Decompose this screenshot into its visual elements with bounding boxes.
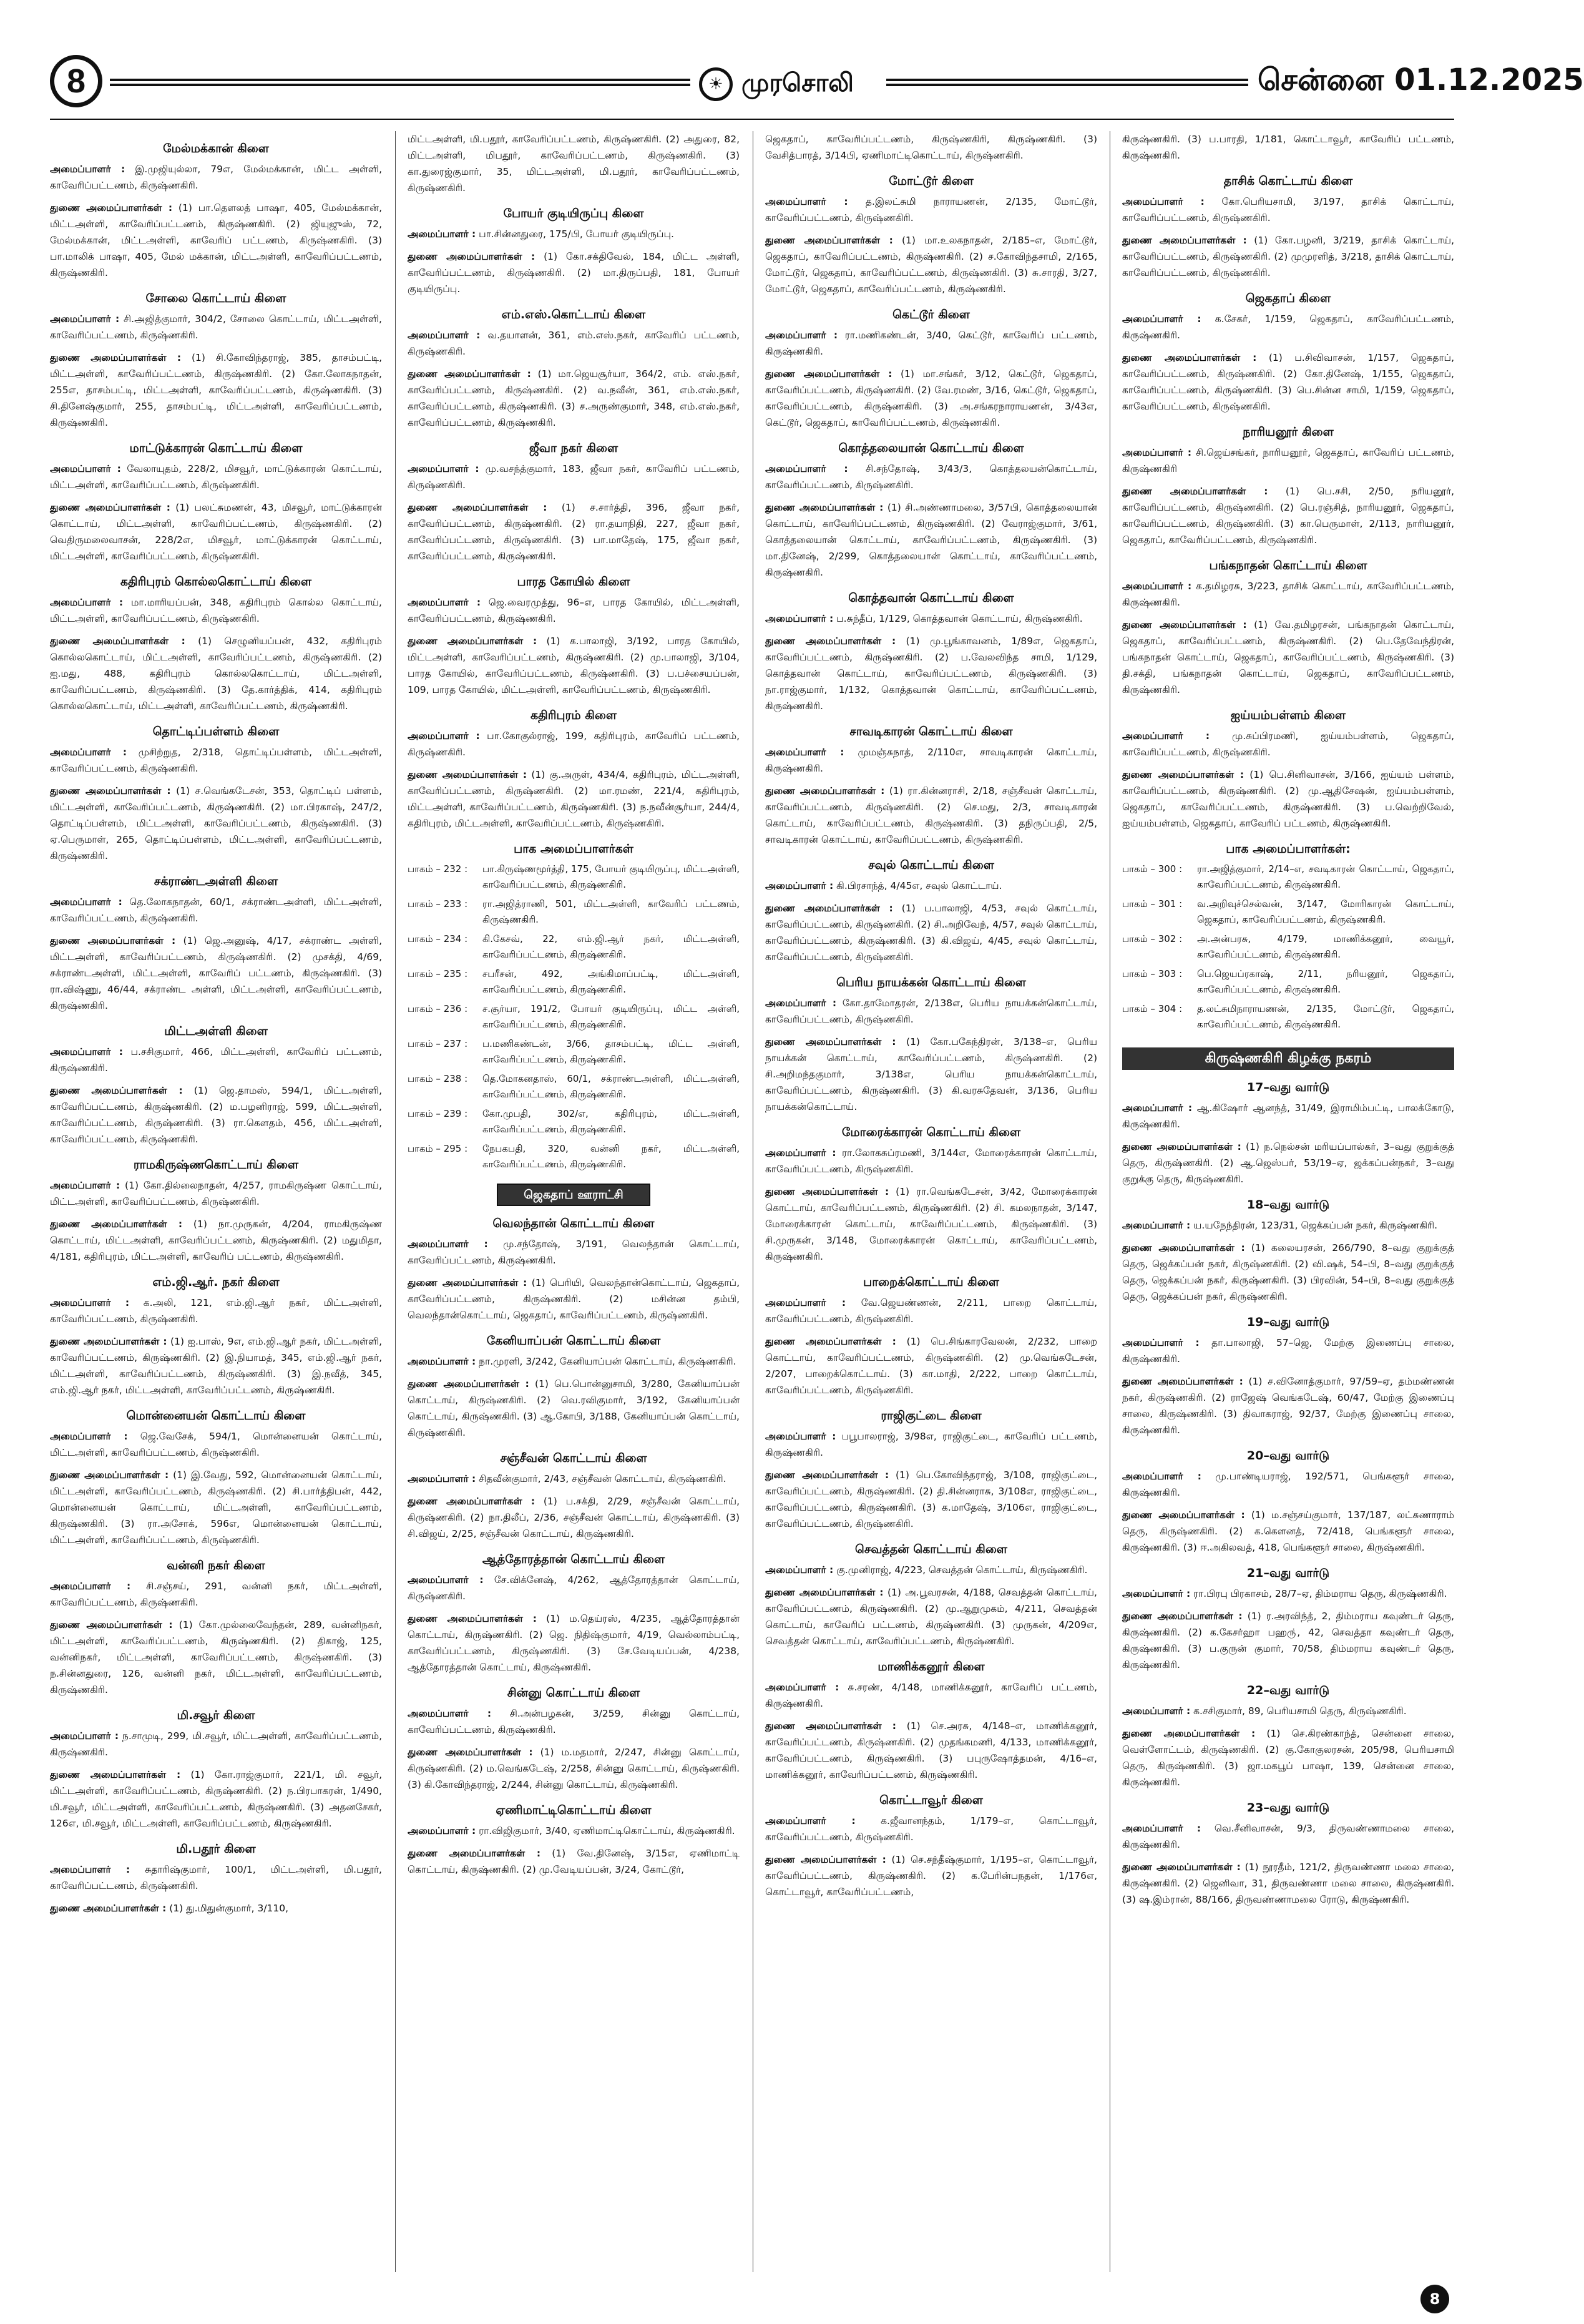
- organizer-entry: அமைப்பாளர் : ரா.லோகசுப்ரமணி, 3/144எ, மோரைக்காரன் கொட்டாய், காவேரிப்பட்டணம், கிருஷ்ணகிரி.: [765, 1147, 1098, 1175]
- branch-heading: ஆத்தோரத்தான் கொட்டாய் கிளை: [482, 1552, 665, 1566]
- booth-organizer: கி.கேசவ், 22, எம்.ஜி.ஆர் நகர், மிட்டஅள்ளி, காவேரிப்பட்டணம், கிருஷ்ணகிரி.: [482, 933, 740, 960]
- branch-heading: தாசிக் கொட்டாய் கிளை: [1223, 174, 1353, 188]
- branch-heading: மோட்டூர் கிளை: [889, 174, 974, 188]
- booth-number: பாகம் – 302 :: [1122, 933, 1183, 944]
- deputy-organizers-entry: துணை அமைப்பாளர்கள் : (1) பெ.சிங்காரவேலன், 2/232, பாறை கொட்டாய், காவேரிப்பட்டணம், கிருஷ்ணகிரி. (2) மு.வெங்கடேசன், 2/207, பாறைக்கொட்டாய். (3) கா.மாதி, 2/222, பாறை கொட்டாய், காவேரிப்பட்டணம், கிருஷ்ணகிரி.: [765, 1336, 1097, 1396]
- branch-heading: மி.சவூர் கிளை: [177, 1709, 255, 1722]
- booth-organizer: நேபகபதி, 320, வன்னி நகர், மிட்டஅள்ளி, காவேரிப்பட்டணம், கிருஷ்ணகிரி.: [482, 1143, 740, 1170]
- column-3: [765, 131, 1097, 2272]
- organizer-entry: அமைப்பாளர் : ரா.விஜிகுமார், 3/40, ஏணிமாட்டிகொட்டாய், கிருஷ்ணகிரி.: [408, 1825, 735, 1836]
- branch-heading: 23–வது வார்டு: [1246, 1801, 1330, 1815]
- deputy-organizers-entry: துணை அமைப்பாளர்கள் : (1) கோ.பகேந்திரன், 3/138–எ, பெரிய நாயக்கன் கொட்டாய், காவேரிப்பட்டணம், கிருஷ்ணகிரி. (2) சி.அறிமந்தகுமார், 3/138எ, பெரிய நாயக்கன்கொட்டாய், காவேரிப்பட்டணம், கிருஷ்ணகிரி. (3) கி.வரசுதேவன், 3/136, பெரிய நாயக்கன்கொட்டாய்.: [765, 1036, 1098, 1112]
- booth-heading: பாக அமைப்பாளர்கள்:: [1226, 842, 1351, 856]
- deputy-organizers-entry: துணை அமைப்பாளர்கள் : (1) ச.சார்த்தி, 396, ஜீவா நகர், காவேரிப்பட்டணம், கிருஷ்ணகிரி. (2) ரா.தயாநிதி, 227, ஜீவா நகர், காவேரிப்பட்டணம், கிருஷ்ணகிரி. (3) பா.மாதேஷ், 175, ஜீவா நகர், காவேரிப்பட்டணம், கிருஷ்ணகிரி.: [408, 502, 740, 562]
- organizer-entry: அமைப்பாளர் : சி.சந்தோஷ், 3/43/3, கொத்தலயன்கொட்டாய், காவேரிப்பட்டணம், கிருஷ்ணகிரி.: [765, 463, 1098, 491]
- branch-heading: கொத்தலையான் கொட்டாய் கிளை: [838, 441, 1024, 455]
- section-heading: ஜெகதாப் ஊராட்சி: [497, 1184, 650, 1206]
- organizer-entry: அமைப்பாளர் : கு.முனிராஜ், 4/223, செவத்தன் கொட்டாய், கிருஷ்ணகிரி.: [765, 1564, 1088, 1576]
- branch-heading: கொத்தவான் கொட்டாய் கிளை: [848, 591, 1014, 605]
- sun-logo-icon: ☀: [699, 67, 733, 101]
- ward-list: [1122, 1079, 1454, 1908]
- booth-row: [408, 896, 740, 931]
- deputy-organizers-entry: துணை அமைப்பாளர்கள் : (1) பெ.கோவிந்தராஜ், 3/108, ராஜிகுட்டை, காவேரிப்பட்டணம், கிருஷ்ணகிரி. (2) தி.சின்னராசு, 3/108எ, ராஜிகுட்டை, காவேரிப்பட்டணம், கிருஷ்ணகிரி. (3) க.மாதேஷ், 3/106எ, ராஜிகுட்டை, காவேரிப்பட்டணம், கிருஷ்ணகிரி.: [765, 1469, 1098, 1529]
- branch-heading: ராமகிருஷ்ணகொட்டாய் கிளை: [133, 1158, 299, 1172]
- branch-heading: 21–வது வார்டு: [1246, 1566, 1330, 1580]
- organizer-entry: அமைப்பாளர் : சி.சஞ்சய், 291, வன்னி நகர், மிட்டஅள்ளி, காவேரிப்பட்டணம், கிருஷ்ணகிரி.: [50, 1581, 382, 1608]
- organizer-entry: அமைப்பாளர் : வெ.சீனிவாசன், 9/3, திருவண்ணாமலை சாலை, கிருஷ்ணகிரி.: [1122, 1823, 1455, 1850]
- branch-heading: சின்னு கொட்டாய் கிளை: [507, 1686, 640, 1700]
- branch-heading: ராஜிகுட்டை கிளை: [881, 1409, 982, 1423]
- branch-heading: சவுல் கொட்டாய் கிளை: [868, 858, 994, 872]
- branch-heading: கதிரிபுரம் கொல்லகொட்டாய் கிளை: [120, 575, 312, 589]
- deputy-organizers-entry: துணை அமைப்பாளர்கள் : (1) பெ.சசி, 2/50, நரியனூர், காவேரிப்பட்டணம், கிருஷ்ணகிரி. (2) பெ.ரஞ்சித், நாரியனூர், ஜெகதாப், காவேரிப்பட்டணம், கிருஷ்ணகிரி. (3) கா.பெருமாள், 2/113, நாரியனூர், ஜெகதாப், காவேரிப்பட்டணம், கிருஷ்ணகிரி.: [1122, 486, 1454, 546]
- booth-row: [1122, 1001, 1454, 1036]
- booth-heading: பாக அமைப்பாளர்கள்: [514, 842, 633, 856]
- deputy-organizers-entry: துணை அமைப்பாளர்கள் : (1) வே.தமிழரசன், பங்கநாதன் கொட்டாய், ஜெகதாப், காவேரிப்பட்டணம், கிருஷ்ணகிரி. (2) பெ.தேவேந்திரன், பங்கநாதன் கொட்டாய், ஜெகதாப், காவேரிப்பட்டணம், கிருஷ்ணகிரி. (3) தி.சக்தி, பங்கநாதன் கொட்டாய், ஜெகதாப், காவேரிப்பட்டணம், கிருஷ்ணகிரி.: [1122, 619, 1454, 695]
- booth-row: [408, 861, 740, 896]
- column-1: [50, 131, 382, 2272]
- column-4: [1122, 131, 1454, 2272]
- continued-text: கிருஷ்ணகிரி. (3) ப.பாரதி, 1/181, கொட்டாவூர், காவேரிப் பட்டணம், கிருஷ்ணகிரி.: [1122, 134, 1454, 161]
- deputy-organizers-entry: துணை அமைப்பாளர்கள் : (1) க.பாலாஜி, 3/192, பாரத கோயில், மிட்டஅள்ளி, காவேரிப்பட்டணம், கிருஷ்ணகிரி. (2) மு.பாலாஜி, 3/104, பாரத கோயில், காவேரிப்பட்டணம், கிருஷ்ணகிரி. (3) ப.பச்சையப்பன், 109, பாரத கோயில், மிட்டஅள்ளி, காவேரிப்பட்டணம், கிருஷ்ணகிரி.: [408, 635, 740, 695]
- branch-heading: பங்கநாதன் கொட்டாய் கிளை: [1209, 559, 1367, 572]
- organizer-entry: அமைப்பாளர் : ரா.பிரபு பிரகாசம், 28/7–ஏ, திம்மராய தெரு, கிருஷ்ணகிரி.: [1122, 1588, 1447, 1599]
- booth-organizer: த.லட்சுமிநாராயணன், 2/135, மோட்டூர், ஜெகதாப், காவேரிப்பட்டணம், கிருஷ்ணகிரி.: [1197, 1003, 1454, 1030]
- booth-number: பாகம் – 239 :: [408, 1108, 468, 1119]
- deputy-organizers-entry: துணை அமைப்பாளர்கள் : (1) செழுனியப்பன், 432, கதிரிபுரம் கொல்லகொட்டாய், மிட்டஅள்ளி, காவேரிப்பட்டணம், கிருஷ்ணகிரி. (2) ஐ.மது, 488, கதிரிபுரம் கொல்லகொட்டாய், மிட்டஅள்ளி, காவேரிப்பட்டணம், கிருஷ்ணகிரி. (3) தே.கார்த்திக், 414, கதிரிபுரம் கொல்லகொட்டாய், மிட்டஅள்ளி, காவேரிப்பட்டணம், கிருஷ்ணகிரி.: [50, 635, 382, 712]
- deputy-organizers-entry: துணை அமைப்பாளர்கள் : (1) வே.தினேஷ், 3/15எ, ஏணிமாட்டி கொட்டாய், கிருஷ்ணகிரி. (2) மு.வேடியப்பன், 3/24, கோட்டூர்,: [408, 1848, 740, 1875]
- deputy-organizers-entry: துணை அமைப்பாளர்கள் : (1) ர.அரவிந்த், 2, திம்மராய கவுண்டர் தெரு, கிருஷ்ணகிரி. (2) க.கேசர்ஹா பஹரு், 42, செவத்தா கவுண்டர் தெரு, கிருஷ்ணகிரி. (3) ப.குருன் குமார், 70/58, திம்மராய கவுண்டர் தெரு, கிருஷ்ணகிரி.: [1122, 1611, 1454, 1670]
- booth-organizer: சபரீசன், 492, அங்கிமாப்பட்டி, மிட்டஅள்ளி, காவேரிப்பட்டணம், கிருஷ்ணகிரி.: [482, 968, 740, 995]
- organizer-entry: அமைப்பாளர் : கோ.தாமோதரன், 2/138எ, பெரிய நாயக்கன்கொட்டாய், காவேரிப்பட்டணம், கிருஷ்ணகிரி.: [765, 998, 1097, 1025]
- branch-heading: ஜீவா நகர் கிளை: [529, 441, 618, 455]
- booth-number: பாகம் – 295 :: [408, 1143, 468, 1154]
- deputy-organizers-entry: துணை அமைப்பாளர்கள் : (1) அ.பூவரசன், 4/188, செவத்தன் கொட்டாய், காவேரிப்பட்டணம், கிருஷ்ணகிரி. (2) மு.ஆறுமுகம், 4/211, செவத்தன் கொட்டாய், காவேரிப் பட்டணம், கிருஷ்ணகிரி. (3) முருகன், 4/209எ, செவத்தன் கொட்டாய், காவேரிப்பட்டணம், கிருஷ்ணகிரி.: [765, 1587, 1097, 1647]
- organizer-entry: அமைப்பாளர் : ஜெ.வைரமுத்து, 96–எ, பாரத கோயில், மிட்டஅள்ளி, காவேரிப்பட்டணம், கிருஷ்ணகிரி.: [408, 597, 740, 624]
- booth-organizer: ரா.அஜித்ராணி, 501, மிட்டஅள்ளி, காவேரிப் பட்டணம், கிருஷ்ணகிரி.: [482, 898, 740, 925]
- branch-heading: மாட்டுக்காரன் கொட்டாய் கிளை: [129, 441, 303, 455]
- masthead-rule-left: [110, 79, 690, 86]
- organizer-entry: அமைப்பாளர் : கி.பிரசாந்த், 4/45எ, சவுல் கொட்டாய்.: [765, 880, 1002, 891]
- booth-row: [1122, 861, 1454, 896]
- booth-row: [1122, 966, 1454, 1001]
- booth-row: [408, 1036, 740, 1071]
- branch-heading: சோலை கொட்டாய் கிளை: [145, 292, 286, 305]
- deputy-organizers-entry: துணை அமைப்பாளர்கள் : (1) ம.சஞ்சய்குமார், 137/187, லட்சுணாராம் தெரு, கிருஷ்ணகிரி. (2) க.கெளனத், 72/418, பெங்களூர் சாலை, கிருஷ்ணகிரி. (3) ஈ.அகிலவத், 418, பெங்களூர் சாலை, கிருஷ்ணகிரி.: [1122, 1509, 1454, 1553]
- deputy-organizers-entry: துணை அமைப்பாளர்கள் : (1) ம.மதமார், 2/247, சின்னு கொட்டாய், கிருஷ்ணகிரி. (2) ம.வெங்கடேஷ், 2/258, சின்னு கொட்டாய், கிருஷ்ணகிரி. (3) கி.கோவிந்தராஜ், 2/244, சின்னு கொட்டாய், கிருஷ்ணகிரி.: [408, 1747, 740, 1790]
- deputy-organizers-entry: துணை அமைப்பாளர்கள் : (1) கோ.ராஜ்குமார், 221/1, மி. சவூர், மிட்டஅள்ளி, காவேரிப்பட்டணம், கிருஷ்ணகிரி. (2) ந.பிரபாகரன், 1/490, மி.சவூர், மிட்டஅள்ளி, காவேரிப்பட்டணம், கிருஷ்ணகிரி. (3) அதனசேகர், 126எ, மி.சவூர், மிட்டஅள்ளி, காவேரிப்பட்டணம், கிருஷ்ணகிரி.: [50, 1769, 383, 1829]
- booth-organizer: பெ.ஜெயப்ரகாஷ், 2/11, நரியனூர், ஜெகதாப், காவேரிப்பட்டணம், கிருஷ்ணகிரி.: [1197, 968, 1454, 995]
- booth-table: [408, 861, 740, 1176]
- booth-number: பாகம் – 237 :: [408, 1038, 468, 1049]
- deputy-organizers-entry: துணை அமைப்பாளர்கள் : (1) ம.தெய்ரஸ், 4/235, ஆத்தோரத்தான் கொட்டாய், கிருஷ்ணகிரி. (2) ஜெ. நிதிஷ்குமார், 4/19, வெல்லாம்பட்டி, காவேரிப்பட்டணம், கிருஷ்ணகிரி. (3) சே.வேடியப்பன், 4/238, ஆத்தோரத்தான் கொட்டாய், கிருஷ்ணகிரி.: [408, 1613, 740, 1673]
- organizer-entry: அமைப்பாளர் : க.சசிகுமார், 89, பெரியசாமி தெரு, கிருஷ்ணகிரி.: [1122, 1705, 1407, 1717]
- organizer-entry: அமைப்பாளர் : வேலாயுதம், 228/2, மிசவூர், மாட்டுக்காரன் கொட்டாய், மிட்டஅள்ளி, காவேரிப்பட்டணம், கிருஷ்ணகிரி.: [50, 463, 382, 491]
- organizer-entry: அமைப்பாளர் : (1) கோ.தில்லைநாதன், 4/257, ராமகிருஷ்ண கொட்டாய், மிட்டஅள்ளி, காவேரிப்பட்டணம், கிருஷ்ணகிரி.: [50, 1180, 383, 1207]
- organizer-entry: அமைப்பாளர் : பா.சின்னதுரை, 175/பி, போயர் குடியிருப்பு.: [408, 228, 674, 240]
- page-number-badge: 8: [50, 55, 102, 107]
- article-columns: [50, 119, 1454, 2280]
- branch-heading: மோரைக்காரன் கொட்டாய் கிளை: [841, 1125, 1021, 1139]
- deputy-organizers-entry: துணை அமைப்பாளர்கள் : (1) ந.நெல்சன் மரியப்பால்கர், 3–வது குறுக்குத் தெரு, கிருஷ்ணகிரி. (2) ஆ.ஜெஸ்பர், 53/19–ஏ, ஜக்கப்பன்நகர், 3–வது குறுக்கு தெரு, கிருஷ்ணகிரி.: [1122, 1141, 1454, 1185]
- booth-organizer: ப.மணிகண்டன், 3/66, தாசம்பட்டி, மிட்ட அள்ளி, காவேரிப்பட்டணம், கிருஷ்ணகிரி.: [482, 1038, 740, 1065]
- branch-heading: 22–வது வார்டு: [1246, 1684, 1330, 1697]
- branch-heading: வெலந்தான் கொட்டாய் கிளை: [492, 1217, 655, 1230]
- organizer-entry: அமைப்பாளர் : முமஞ்சுநாத், 2/110எ, சாவடிகாரன் கொட்டாய், கிருஷ்ணகிரி.: [765, 747, 1097, 774]
- branch-heading: மாணிக்கனூர் கிளை: [878, 1660, 985, 1674]
- branch-heading: கெட்டூர் கிளை: [892, 308, 970, 321]
- deputy-organizers-entry: துணை அமைப்பாளர்கள் : (1) பா.தௌலத் பாஷா, 405, மேல்மக்கான், மிட்டஅள்ளி, காவேரிப்பட்டணம், கிருஷ்ணகிரி. (2) ஜியுஜுஸ், 72, மேல்மக்கான், மிட்டஅள்ளி, காவேரிப் பட்டணம், கிருஷ்ணகிரி. (3) பா.மாலிக் பாஷா, 405, மேல் மக்கான், மிட்டஅள்ளி, காவேரிப்பட்டணம், கிருஷ்ணகிரி.: [50, 202, 382, 278]
- booth-row: [408, 1141, 740, 1176]
- branch-heading: பெரிய நாயக்கன் கொட்டாய் கிளை: [836, 976, 1026, 989]
- branch-heading: ஏணிமாட்டிகொட்டாய் கிளை: [496, 1803, 652, 1817]
- branch-list: [408, 205, 740, 831]
- booth-organizer: அ.அன்பரசு, 4/179, மாணிக்கனூர், வையூர், காவேரிப்பட்டணம், கிருஷ்ணகிரி.: [1197, 933, 1454, 960]
- continued-text: ஜெகதாப், காவேரிப்பட்டணம், கிருஷ்ணகிரி, கிருஷ்ணகிரி. (3) வேசித்பாரத், 3/14பி, ஏணிமாட்டிகொட்டாய், கிருஷ்ணகிரி.: [765, 134, 1097, 161]
- branch-heading: மொன்னையன் கொட்டாய் கிளை: [126, 1409, 306, 1423]
- brand-name: முரசொலி: [741, 69, 854, 97]
- organizer-entry: அமைப்பாளர் : க.சேகர், 1/159, ஜெகதாப், காவேரிப்பட்டணம், கிருஷ்ணகிரி.: [1122, 313, 1454, 341]
- deputy-organizers-entry: துணை அமைப்பாளர்கள் : (1) ஜெ.அனுஷ், 4/17, சக்ராண்ட அள்ளி, மிட்டஅள்ளி, காவேரிப்பட்டணம், கிருஷ்ணகிரி. (2) முசக்தி, 4/69, சக்ராண்டஅள்ளி, மிட்டஅள்ளி, காவேரிப் பட்டணம், கிருஷ்ணகிரி. (3) ரா.விஷ்ணு, 46/44, சக்ராண்ட அள்ளி, மிட்டஅள்ளி, காவேரிப்பட்டணம், கிருஷ்ணகிரி.: [50, 935, 382, 1011]
- organizer-entry: அமைப்பாளர் : முசிற்றுத, 2/318, தொட்டிப்பள்ளம், மிட்டஅள்ளி, காவேரிப்பட்டணம், கிருஷ்ணகிரி.: [50, 747, 382, 774]
- deputy-organizers-entry: துணை அமைப்பாளர்கள் : (1) நூரதீம், 121/2, திருவண்ணா மலை சாலை, கிருஷ்ணகிரி. (2) ஜெனிவா, 31, திருவண்ணா மலை சாலை, கிருஷ்ணகிரி. (3) ஷ.இம்ரான், 88/166, திருவண்ணாமலை ரோடு, கிருஷ்ணகிரி.: [1122, 1861, 1454, 1905]
- branch-heading: சாவடிகாரன் கொட்டாய் கிளை: [849, 725, 1013, 738]
- branch-heading: ஜெகதாப் கிளை: [1245, 292, 1331, 305]
- section-heading: கிருஷ்ணகிரி கிழக்கு நகரம்: [1122, 1047, 1454, 1070]
- booth-organizer: ச.சூர்யா, 191/2, போயர் குடியிருப்பு, மிட்ட அள்ளி, காவேரிப்பட்டணம், கிருஷ்ணகிரி.: [482, 1003, 740, 1030]
- branch-heading: கேனியாப்பன் கொட்டாய் கிளை: [486, 1334, 661, 1348]
- booth-organizer: கோ.முபதி, 302/எ, கதிரிபுரம், மிட்டஅள்ளி, காவேரிப்பட்டணம், கிருஷ்ணகிரி.: [482, 1108, 740, 1135]
- branch-heading: 18–வது வார்டு: [1246, 1198, 1330, 1212]
- organizer-entry: அமைப்பாளர் : ஜெ.வேசேக், 594/1, மொன்னையன் கொட்டாய், மிட்டஅள்ளி, காவேரிப்பட்டணம், கிருஷ்ணகிரி.: [50, 1431, 382, 1458]
- deputy-organizers-entry: துணை அமைப்பாளர்கள் : (1) சி.கோவிந்தராஜ், 385, தாசம்பட்டி, மிட்டஅள்ளி, காவேரிப்பட்டணம், கிருஷ்ணகிரி. (2) கோ.லோகநாதன், 255எ, தாசம்பட்டி, மிட்டஅள்ளி, காவேரிப்பட்டணம், கிருஷ்ணகிரி. (3) சி.தினேஷ்குமார், 255, தாசம்பட்டி, மிட்டஅள்ளி, காவேரிப்பட்டணம், கிருஷ்ணகிரி.: [50, 352, 383, 428]
- deputy-organizers-entry: துணை அமைப்பாளர்கள் : (1) ப.சக்தி, 2/29, சஞ்சீவன் கொட்டாய், கிருஷ்ணகிரி. (2) நா.திலீப், 2/36, சஞ்சீவன் கொட்டாய், கிருஷ்ணகிரி. (3) சி.விஜய், 2/25, சஞ்சீவன் கொட்டாய், கிருஷ்ணகிரி.: [408, 1496, 740, 1539]
- booth-number: பாகம் – 301 :: [1122, 898, 1183, 909]
- organizer-entry: அமைப்பாளர் : சுதாரிஷ்குமார், 100/1, மிட்டஅள்ளி, மி.பதூர், காவேரிப்பட்டணம், கிருஷ்ணகிரி.: [50, 1864, 382, 1891]
- booth-number: பாகம் – 233 :: [408, 898, 468, 909]
- deputy-organizers-entry: துணை அமைப்பாளர்கள் : (1) பெரியி, வெலந்தான்கொட்டாய், ஜெகதாப், காவேரிப்பட்டணம், கிருஷ்ணகிரி. (2) மசின்ன தம்பி, வெலந்தான்கொட்டாய், ஜெகதாப், காவேரிப்பட்டணம், கிருஷ்ணகிரி.: [408, 1277, 740, 1321]
- branch-heading: சக்ராண்டஅள்ளி கிளை: [154, 875, 278, 888]
- booth-row: [408, 1071, 740, 1106]
- organizer-entry: அமைப்பாளர் : தா.பாலாஜி, 57–ஜெ, மேற்கு இணைப்பு சாலை, கிருஷ்ணகிரி.: [1122, 1337, 1454, 1365]
- booth-organizer: வ.அறிவுச்செல்வன், 3/147, மோரிகாரன் கொட்டாய், ஜெகதாப், காவேரிப்பட்டணம், கிருஷ்ணகிரி.: [1197, 898, 1454, 925]
- booth-row: [408, 1106, 740, 1141]
- deputy-organizers-entry: துணை அமைப்பாளர்கள் : (1) ப.பாலாஜி, 4/53, சவுல் கொட்டாய், காவேரிப்பட்டணம், கிருஷ்ணகிரி. (2) சி.அறிவேந், 4/57, சவுல் கொட்டாய், காவேரிப்பட்டணம், கிருஷ்ணகிரி. (3) கி.விஜய், 4/45, சவுல் கொட்டாய், காவேரிப்பட்டணம், கிருஷ்ணகிரி.: [765, 903, 1097, 963]
- organizer-entry: அமைப்பாளர் : தெ.லோகநாதன், 60/1, சக்ராண்டஅள்ளி, மிட்டஅள்ளி, காவேரிப்பட்டணம், கிருஷ்ணகிரி.: [50, 896, 382, 924]
- organizer-entry: அமைப்பாளர் : மு.சந்தோஷ், 3/191, வெலந்தான் கொட்டாய், காவேரிப்பட்டணம், கிருஷ்ணகிரி.: [408, 1238, 740, 1266]
- column-2: [408, 131, 740, 2272]
- deputy-organizers-entry: துணை அமைப்பாளர்கள் : (1) இ.வேது, 592, மொன்னையன் கொட்டாய், மிட்டஅள்ளி, காவேரிப்பட்டணம், கிருஷ்ணகிரி. (2) சி.பார்த்திபன், 442, மொன்னையன் கொட்டாய், மிட்டஅள்ளி, காவேரிப்பட்டணம், கிருஷ்ணகிரி. (3) ரா.அசோக், 596எ, மொன்னையன் கொட்டாய், மிட்டஅள்ளி, காவேரிப்பட்டணம், கிருஷ்ணகிரி.: [50, 1469, 383, 1546]
- organizer-entry: அமைப்பாளர் : க.ஜீவானந்தம், 1/179–எ, கொட்டாவூர், காவேரிப்பட்டணம், கிருஷ்ணகிரி.: [765, 1815, 1097, 1843]
- booth-table: [1122, 861, 1454, 1036]
- deputy-organizers-entry: துணை அமைப்பாளர்கள் : (1) ஜெ.தாமஸ், 594/1, மிட்டஅள்ளி, காவேரிப்பட்டணம், கிருஷ்ணகிரி. (2) ம.பழனிராஜ், 599, மிட்டஅள்ளி, காவேரிப்பட்டணம், கிருஷ்ணகிரி. (3) ரா.கௌதம், 456, மிட்டஅள்ளி, காவேரிப்பட்டணம், கிருஷ்ணகிரி.: [50, 1085, 382, 1145]
- continued-text: மிட்டஅள்ளி, மி.பதூர், காவேரிப்பட்டணம், கிருஷ்ணகிரி. (2) அதுரை, 82, மிட்டஅள்ளி, மிபதூர், காவேரிப்பட்டணம், கிருஷ்ணகிரி. (3) கா.துரைஜ்குமார், 35, மிட்டஅள்ளி, மி.பதூர், காவேரிப்பட்டணம், கிருஷ்ணகிரி.: [408, 134, 740, 194]
- booth-row: [1122, 931, 1454, 966]
- deputy-organizers-entry: துணை அமைப்பாளர்கள் : (1) பெ.பொன்னுசாமி, 3/280, கேனியாப்பன் கொட்டாய், கிருஷ்ணகிரி. (2) வெ.ரவிகுமார், 3/192, கேனியாப்பன் கொட்டாய், கிருஷ்ணகிரி. (3) ஆ.கோபி, 3/188, கேனியாப்பன் கொட்டாய், கிருஷ்ணகிரி.: [408, 1378, 740, 1438]
- organizer-entry: அமைப்பாளர் : ய.யநேந்திரன், 123/31, ஜெக்கப்பன் நகர், கிருஷ்ணகிரி.: [1122, 1220, 1438, 1231]
- organizer-entry: அமைப்பாளர் : கோ.பெரியசாமி, 3/197, தாசிக் கொட்டாய், காவேரிப்பட்டணம், கிருஷ்ணகிரி.: [1122, 196, 1454, 223]
- edition-date: சென்னை 01.12.2025: [1258, 62, 1584, 97]
- branch-heading: கதிரிபுரம் கிளை: [530, 708, 617, 722]
- booth-row: [408, 966, 740, 1001]
- branch-heading: தொட்டிப்பள்ளம் கிளை: [152, 725, 280, 738]
- deputy-organizers-entry: துணை அமைப்பாளர்கள் : (1) சி.அண்ணாமலை, 3/57பி, கொத்தலையான் கொட்டாய், காவேரிப்பட்டணம், கிருஷ்ணகிரி. (2) வேராஜ்குமார், 3/61, கொத்தலையான் கொட்டாய், காவேரிப்பட்டணம், கிருஷ்ணகிரி. (3) மா.தினேஷ், 2/299, கொத்தலையான் கொட்டாய், காவேரிப்பட்டணம், கிருஷ்ணகிரி.: [765, 502, 1098, 578]
- deputy-organizers-entry: துணை அமைப்பாளர்கள் : (1) ரா.வெங்கடேசன், 3/42, மோரைக்காரன் கொட்டாய், காவேரிப்பட்டணம், கிருஷ்ணகிரி. (2) சி. கமலநாதன், 3/147, மோரைக்காரன் கொட்டாய், காவேரிப்பட்டணம், கிருஷ்ணகிரி. (3) சி.முருகன், 3/148, மோரைக்காரன் கொட்டாய், காவேரிப்பட்டணம், கிருஷ்ணகிரி.: [765, 1186, 1098, 1262]
- organizer-entry: அமைப்பாளர் : மு.வசந்த்குமார், 183, ஜீவா நகர், காவேரிப் பட்டணம், கிருஷ்ணகிரி.: [408, 463, 740, 491]
- organizer-entry: அமைப்பாளர் : சு.சரண், 4/148, மாணிக்கனூர், காவேரிப் பட்டணம், கிருஷ்ணகிரி.: [765, 1682, 1097, 1709]
- brand: [699, 64, 880, 101]
- organizer-entry: அமைப்பாளர் : ப.சுந்தீப், 1/129, கொத்தவான் கொட்டாய், கிருஷ்ணகிரி.: [765, 613, 1083, 624]
- booth-number: பாகம் – 234 :: [408, 933, 468, 944]
- branch-list: [408, 1215, 740, 1878]
- deputy-organizers-entry: துணை அமைப்பாளர்கள் : (1) மா.சங்கர், 3/12, கெட்டூர், ஜெகதாப், காவேரிப்பட்டணம், கிருஷ்ணகிரி. (2) வே.ரமண், 3/16, கெட்டூர், ஜெகதாப், காவேரிப்பட்டணம், கிருஷ்ணகிரி. (3) அ.சங்கரநாராயணன், 3/43எ, கெட்டூர், ஜெகதாப், காவேரிப்பட்டணம், கிருஷ்ணகிரி.: [765, 368, 1097, 428]
- organizer-entry: அமைப்பாளர் : ஆ.கிஷோர் ஆனந்த், 31/49, இராமிம்பட்டி, பாலக்கோடு, கிருஷ்ணகிரி.: [1122, 1102, 1454, 1130]
- organizer-entry: அமைப்பாளர் : மு.பாண்டியராஜ், 192/571, பெங்களூர் சாலை, கிருஷ்ணகிரி.: [1122, 1471, 1455, 1498]
- branch-heading: மேல்மக்கான் கிளை: [163, 142, 269, 155]
- deputy-organizers-entry: துணை அமைப்பாளர்கள் : (1) ப.சிவிவாசன், 1/157, ஜெகதாப், காவேரிப்பட்டணம், கிருஷ்ணகிரி. (2) கோ.தினேஷ், 1/155, ஜெகதாப், காவேரிப்பட்டணம், கிருஷ்ணகிரி. (3) பெ.சின்ன சாமி, 1/159, ஜெகதாப், காவேரிப்பட்டணம், கிருஷ்ணகிரி.: [1122, 352, 1455, 412]
- branch-heading: செவத்தன் கொட்டாய் கிளை: [855, 1542, 1007, 1556]
- organizer-entry: அமைப்பாளர் : மு.சுப்பிரமணி, ஐய்யம்பள்ளம், ஜெகதாப், காவேரிப்பட்டணம், கிருஷ்ணகிரி.: [1122, 730, 1455, 758]
- branch-heading: நாரியனூர் கிளை: [1243, 425, 1334, 439]
- footer-page-number: 8: [1420, 2285, 1449, 2313]
- branch-heading: எம்.ஜி.ஆர். நகர் கிளை: [152, 1275, 280, 1289]
- branch-heading: மி.பதூர் கிளை: [176, 1842, 256, 1856]
- organizer-entry: அமைப்பாளர் : பா.கோகுல்ராஜ், 199, கதிரிபுரம், காவேரிப் பட்டணம், கிருஷ்ணகிரி.: [408, 730, 740, 758]
- branch-list: [1122, 172, 1454, 831]
- branch-list: [765, 172, 1097, 1900]
- organizer-entry: அமைப்பாளர் : வே.ஜெயண்ணன், 2/211, பாறை கொட்டாய், காவேரிப்பட்டணம், கிருஷ்ணகிரி.: [765, 1297, 1098, 1325]
- branch-heading: பாரத கோயில் கிளை: [517, 575, 630, 589]
- booth-row: [408, 1001, 740, 1036]
- deputy-organizers-entry: துணை அமைப்பாளர்கள் : (1) கு.அருள், 434/4, கதிரிபுரம், மிட்டஅள்ளி, காவேரிப்பட்டணம், கிருஷ்ணகிரி. (2) மா.ரமண், 221/4, கதிரிபுரம், மிட்டஅள்ளி, காவேரிப்பட்டணம், கிருஷ்ணகிரி. (3) ந.நவீன்சூர்யா, 244/4, கதிரிபுரம், மிட்டஅள்ளி, காவேரிப்பட்டணம், கிருஷ்ணகிரி.: [408, 769, 740, 829]
- branch-heading: போயர் குடியிருப்பு கிளை: [503, 207, 644, 220]
- branch-heading: ஐய்யம்பள்ளம் கிளை: [1230, 708, 1346, 722]
- organizer-entry: அமைப்பாளர் : சிதவீன்குமார், 2/43, சஞ்சீவன் கொட்டாய், கிருஷ்ணகிரி.: [408, 1473, 726, 1484]
- deputy-organizers-entry: துணை அமைப்பாளர்கள் : (1) பலட்சுமணன், 43, மிசவூர், மாட்டுக்காரன் கொட்டாய், மிட்டஅள்ளி, காவேரிப்பட்டணம், கிருஷ்ணகிரி. (2) வெதிருமலைவாசன், 228/2எ, மிசவூர், மாட்டுக்காரன் கொட்டாய், மிட்டஅள்ளி, காவேரிப்பட்டணம், கிருஷ்ணகிரி.: [50, 502, 382, 562]
- branch-heading: 20–வது வார்டு: [1246, 1449, 1330, 1463]
- booth-number: பாகம் – 303 :: [1122, 968, 1183, 979]
- deputy-organizers-entry: துணை அமைப்பாளர்கள் : (1) பெ.சினிவாசன், 3/166, ஐய்யம் பள்ளம், காவேரிப்பட்டணம், கிருஷ்ணகிரி. (2) மு.ஆதிசேஷன், ஐய்யம்பள்ளம், ஜெகதாப், காவேரிப்பட்டணம், கிருஷ்ணகிரி. (3) ப.வெற்றிவேல், ஐய்யம்பள்ளம், ஜெகதாப், காவேரிப் பட்டணம், கிருஷ்ணகிரி.: [1122, 769, 1454, 829]
- deputy-organizers-entry: துணை அமைப்பாளர்கள் : (1) கலையரசன், 266/790, 8–வது குறுக்குத் தெரு, ஜெக்கப்பன் நகர், கிருஷ்ணகிரி. (2) வி.ஷக், 54–பி, 8–வது குறுக்குத் தெரு, ஜெக்கப்பன் நகர், கிருஷ்ணகிரி. (3) பிரவின், 54–பி, 8–வது குறுக்குத் தெரு, ஜெக்கப்பன் நகர், கிருஷ்ணகிரி.: [1122, 1242, 1455, 1302]
- branch-heading: பாறைக்கொட்டாய் கிளை: [863, 1275, 999, 1289]
- organizer-entry: அமைப்பாளர் : க.தமிழரசு, 3/223, தாசிக் கொட்டாய், காவேரிப்பட்டணம், கிருஷ்ணகிரி.: [1122, 581, 1454, 608]
- deputy-organizers-entry: துணை அமைப்பாளர்கள் : (1) மா.உலகநாதன், 2/185–எ, மோட்டூர், ஜெகதாப், காவேரிப்பட்டணம், கிருஷ்ணகிரி. (2) ச.கோவிந்தசாமி, 2/165, மோட்டூர், ஜெகதாப், காவேரிப்பட்டணம், கிருஷ்ணகிரி. (3) சு.சாரதி, 3/27, மோட்டூர், ஜெகதாப், காவேரிப்பட்டணம், கிருஷ்ணகிரி.: [765, 235, 1097, 295]
- booth-row: [408, 931, 740, 966]
- deputy-organizers-entry: துணை அமைப்பாளர்கள் : (1) செ.சந்தீஷ்குமார், 1/195–எ, கொட்டாவூர், காவேரிப்பட்டணம், கிருஷ்ணகிரி. (2) க.பேரின்பநதன், 1/176எ, கொட்டாவூர், காவேரிப்பட்டணம்,: [765, 1854, 1097, 1898]
- branch-heading: கொட்டாவூர் கிளை: [879, 1793, 983, 1807]
- branch-heading: 19–வது வார்டு: [1246, 1315, 1330, 1329]
- organizer-entry: அமைப்பாளர் : சி.ஜெய்சங்கர், நாரியனூர், ஜெகதாப், காவேரிப் பட்டணம், கிருஷ்ணகிரி: [1122, 447, 1455, 474]
- deputy-organizers-entry: துணை அமைப்பாளர்கள் : (1) கோ.முல்லைவேந்தன், 289, வன்னிநகர், மிட்டஅள்ளி, காவேரிப்பட்டணம், கிருஷ்ணகிரி. (2) திகாஜ், 125, வன்னிநகர், மிட்டஅள்ளி, காவேரிப்பட்டணம், கிருஷ்ணகிரி. (3) ந.சின்னதுரை, 126, வன்னி நகர், மிட்டஅள்ளி, காவேரிப்பட்டணம், கிருஷ்ணகிரி.: [50, 1619, 382, 1695]
- booth-number: பாகம் – 238 :: [408, 1073, 468, 1084]
- organizer-entry: அமைப்பாளர் : சி.அஜித்குமார், 304/2, சோலை கொட்டாய், மிட்டஅள்ளி, காவேரிப்பட்டணம், கிருஷ்ணகிரி.: [50, 313, 382, 341]
- masthead-rule-right: [886, 79, 1248, 86]
- booth-number: பாகம் – 304 :: [1122, 1003, 1183, 1014]
- organizer-entry: அமைப்பாளர் : இ.முஜியுல்லா, 79எ, மேல்மக்கான், மிட்ட அள்ளி, காவேரிப்பட்டணம், கிருஷ்ணகிரி.: [50, 164, 382, 191]
- deputy-organizers-entry: துணை அமைப்பாளர்கள் : (1) கோ.சக்திவேல், 184, மிட்ட அள்ளி, காவேரிப்பட்டணம், கிருஷ்ணகிரி. (2) மா.திருப்பதி, 181, போயர் குடியிருப்பு.: [408, 251, 740, 295]
- deputy-organizers-entry: துணை அமைப்பாளர்கள் : (1) நா.முருகன், 4/204, ராமகிருஷ்ண கொட்டாய், மிட்டஅள்ளி, காவேரிப்பட்டணம், கிருஷ்ணகிரி. (2) மதுமிதா, 4/181, கதிரிபுரம், மிட்டஅள்ளி, காவேரிப் பட்டணம், கிருஷ்ணகிரி.: [50, 1218, 383, 1262]
- deputy-organizers-entry: துணை அமைப்பாளர்கள் : (1) து.மிதுன்குமார், 3/110,: [50, 1903, 289, 1914]
- branch-heading: வன்னி நகர் கிளை: [167, 1559, 265, 1572]
- column-divider: [395, 131, 396, 2272]
- organizer-entry: அமைப்பாளர் : பபூபாலராஜ், 3/98எ, ராஜிகுட்டை, காவேரிப் பட்டணம், கிருஷ்ணகிரி.: [765, 1431, 1097, 1458]
- branch-heading: மிட்டஅள்ளி கிளை: [164, 1024, 268, 1038]
- organizer-entry: அமைப்பாளர் : சி.அன்பழகன், 3/259, சின்னு கொட்டாய், காவேரிப்பட்டணம், கிருஷ்ணகிரி.: [408, 1708, 740, 1735]
- booth-number: பாகம் – 232 :: [408, 863, 468, 875]
- deputy-organizers-entry: துணை அமைப்பாளர்கள் : (1) கோ.பழனி, 3/219, தாசிக் கொட்டாய், காவேரிப்பட்டணம், கிருஷ்ணகிரி. (2) முமுரளித், 3/218, தாசிக் கொட்டாய், காவேரிப்பட்டணம், கிருஷ்ணகிரி.: [1122, 235, 1455, 278]
- organizer-entry: அமைப்பாளர் : சே.விக்னேஷ், 4/262, ஆத்தோரத்தான் கொட்டாய், கிருஷ்ணகிரி.: [408, 1574, 740, 1602]
- deputy-organizers-entry: துணை அமைப்பாளர்கள் : (1) ஐ.பாஸ், 9எ, எம்.ஜி.ஆர் நகர், மிட்டஅள்ளி, காவேரிப்பட்டணம், கிருஷ்ணகிரி. (2) இ.நியாமத், 345, எம்.ஜி.ஆர் நகர், மிட்டஅள்ளி, காவேரிப்பட்டணம், கிருஷ்ணகிரி. (3) இ.நவீத், 345, எம்.ஜி.ஆர் நகர், மிட்டஅள்ளி, காவேரிப்பட்டணம், கிருஷ்ணகிரி.: [50, 1336, 383, 1396]
- booth-organizer: பா.கிருஷ்ணமூர்த்தி, 175, போயர் குடியிருப்பு, மிட்டஅள்ளி, காவேரிப்பட்டணம், கிருஷ்ணகிரி.: [482, 863, 740, 890]
- booth-number: பாகம் – 235 :: [408, 968, 468, 979]
- booth-number: பாகம் – 300 :: [1122, 863, 1183, 875]
- branch-heading: 17–வது வார்டு: [1246, 1081, 1330, 1094]
- deputy-organizers-entry: துணை அமைப்பாளர்கள் : (1) ச.வினோத்குமார், 97/59–ஏ, தம்மண்ணன் நகர், கிருஷ்ணகிரி. (2) ராஜேஷ் வெங்கடேஷ், 60/47, மேற்கு இணைப்பு சாலை, கிருஷ்ணகிரி. (3) திவாகராஜ், 92/37, மேற்கு இணைப்பு சாலை, கிருஷ்ணகிரி.: [1122, 1376, 1454, 1436]
- branch-heading: சஞ்சீவன் கொட்டாய் கிளை: [500, 1451, 647, 1465]
- organizer-entry: அமைப்பாளர் : ரா.மணிகண்டன், 3/40, கெட்டூர், காவேரிப் பட்டணம், கிருஷ்ணகிரி.: [765, 330, 1097, 357]
- organizer-entry: அமைப்பாளர் : க.அலி, 121, எம்.ஜி.ஆர் நகர், மிட்டஅள்ளி, காவேரிப்பட்டணம், கிருஷ்ணகிரி.: [50, 1297, 382, 1325]
- booth-row: [1122, 896, 1454, 931]
- organizer-entry: அமைப்பாளர் : நா.முரளி, 3/242, கேனியாப்பன் கொட்டாய், கிருஷ்ணகிரி.: [408, 1356, 736, 1367]
- booth-organizer: ரா.அஜித்குமார், 2/14–எ, சவடிகாரன் கொட்டாய், ஜெகதாப், காவேரிப்பட்டணம், கிருஷ்ணகிரி.: [1197, 863, 1454, 890]
- branch-heading: எம்.எஸ்.கொட்டாய் கிளை: [501, 308, 646, 321]
- masthead: [50, 55, 1584, 111]
- deputy-organizers-entry: துணை அமைப்பாளர்கள் : (1) ச.வெங்கடேசன், 353, தொட்டிப் பள்ளம், மிட்டஅள்ளி, காவேரிப்பட்டணம், கிருஷ்ணகிரி. (2) மா.பிரகாஷ், 247/2, தொட்டிப்பள்ளம், மிட்டஅள்ளி, காவேரிப்பட்டணம், கிருஷ்ணகிரி. (3) ஏ.பெருமாள், 265, தொட்டிப்பள்ளம், மிட்டஅள்ளி, காவேரிப்பட்டணம், கிருஷ்ணகிரி.: [50, 785, 383, 861]
- organizer-entry: அமைப்பாளர் : ப.சசிகுமார், 466, மிட்டஅள்ளி, காவேரிப் பட்டணம், கிருஷ்ணகிரி.: [50, 1046, 383, 1074]
- deputy-organizers-entry: துணை அமைப்பாளர்கள் : (1) செ.கிரண்காந்த், சென்னை சாலை, வெள்ளோட்டம், கிருஷ்ணகிரி. (2) கு.கோகுலரசன், 205/98, பெரியசாமி தெரு, கிருஷ்ணகிரி. (3) ஜா.மகபூப் பாஷா, 139, சென்னை சாலை, கிருஷ்ணகிரி.: [1122, 1728, 1454, 1788]
- organizer-entry: அமைப்பாளர் : மா.மாரியப்பன், 348, கதிரிபுரம் கொல்ல கொட்டாய், மிட்டஅள்ளி, காவேரிப்பட்டணம், கிருஷ்ணகிரி.: [50, 597, 382, 624]
- deputy-organizers-entry: துணை அமைப்பாளர்கள் : (1) செ.அரசு, 4/148–எ, மாணிக்கனூர், காவேரிப்பட்டணம், கிருஷ்ணகிரி. (2) முதங்கமணி, 4/133, மாணிக்கனூர், காவேரிப்பட்டணம், கிருஷ்ணகிரி. (3) பபுருஷோத்தமன், 4/16–எ, மாணிக்கனூர், காவேரிப்பட்டணம், கிருஷ்ணகிரி.: [765, 1720, 1097, 1780]
- deputy-organizers-entry: துணை அமைப்பாளர்கள் : (1) ரா.கின்னராசி, 2/18, சஞ்சீவன் கொட்டாய், காவேரிப்பட்டணம், கிருஷ்ணகிரி. (2) செ.மது, 2/3, சாவடிகாரன் கொட்டாய், காவேரிப்பட்டணம், கிருஷ்ணகிரி. (3) தநிருப்பதி, 2/5, சாவடிகாரன் கொட்டாய், காவேரிப்பட்டணம், கிருஷ்ணகிரி.: [765, 785, 1097, 845]
- organizer-entry: அமைப்பாளர் : ந.சாமுடி, 299, மி.சவூர், மிட்டஅள்ளி, காவேரிப்பட்டணம், கிருஷ்ணகிரி.: [50, 1730, 382, 1758]
- deputy-organizers-entry: துணை அமைப்பாளர்கள் : (1) மு.பூங்காவனம், 1/89எ, ஜெகதாப், காவேரிப்பட்டணம், கிருஷ்ணகிரி. (2) ப.வேலவிந்த சாமி, 1/129, கொத்தவான் கொட்டாய், காவேரிப்பட்டணம், கிருஷ்ணகிரி. (3) நா.ராஜ்குமார், 1/132, கொத்தவான் கொட்டாய், காவேரிப்பட்டணம், கிருஷ்ணகிரி.: [765, 635, 1098, 712]
- organizer-entry: அமைப்பாளர் : த.இலட்சுமி நாராயணன், 2/135, மோட்டூர், காவேரிப்பட்டணம், கிருஷ்ணகிரி.: [765, 196, 1097, 223]
- booth-number: பாகம் – 236 :: [408, 1003, 468, 1014]
- booth-organizer: தெ.மோகனதாஸ், 60/1, சக்ராண்டஅள்ளி, மிட்டஅள்ளி, காவேரிப்பட்டணம், கிருஷ்ணகிரி.: [482, 1073, 740, 1100]
- organizer-entry: அமைப்பாளர் : வ.தயாளன், 361, எம்.எஸ்.நகர், காவேரிப் பட்டணம், கிருஷ்ணகிரி.: [408, 330, 740, 357]
- deputy-organizers-entry: துணை அமைப்பாளர்கள் : (1) மா.ஜெயசூர்யா, 364/2, எம். எஸ்.நகர், காவேரிப்பட்டணம், கிருஷ்ணகிரி. (2) வ.நவீன், 361, எம்.எஸ்.நகர், காவேரிப்பட்டணம், கிருஷ்ணகிரி. (3) ச.அருண்குமார், 348, எம்.எஸ்.நகர், காவேரிப்பட்டணம், கிருஷ்ணகிரி.: [408, 368, 740, 428]
